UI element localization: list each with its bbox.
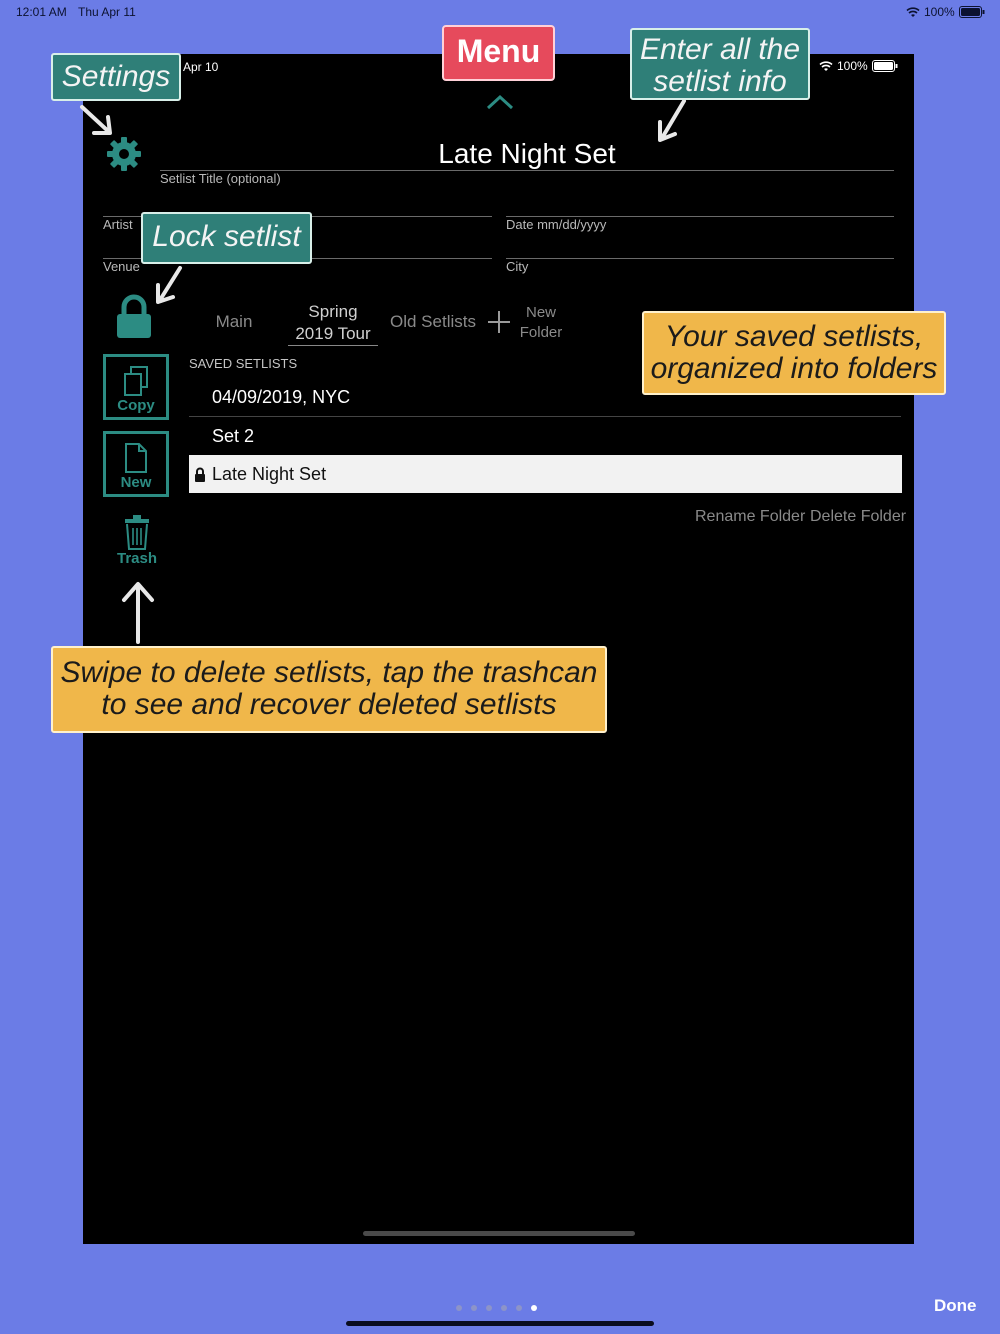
page-dot[interactable] — [471, 1305, 477, 1311]
battery-icon — [872, 60, 898, 72]
device-status-right — [906, 5, 985, 19]
page-dot[interactable] — [516, 1305, 522, 1311]
delete-folder-button[interactable]: Delete Folder — [810, 508, 907, 525]
folders-callout-line1: Your saved setlists, — [664, 320, 924, 353]
new-folder-line1: New — [525, 304, 556, 321]
page-dot[interactable] — [486, 1305, 492, 1311]
home-indicator — [363, 1231, 635, 1236]
copy-button[interactable] — [103, 354, 169, 420]
copy-button-label: Copy — [117, 397, 155, 414]
page-dot-current[interactable] — [531, 1305, 537, 1311]
city-field-label: City — [506, 259, 529, 274]
lock-icon — [194, 467, 206, 482]
new-folder-line2: Folder — [519, 324, 563, 341]
device-time: 12:01 AM — [16, 5, 67, 19]
app-status-right — [819, 59, 898, 73]
settings-callout: Settings — [51, 53, 181, 101]
folders-callout-line2: organized into folders — [650, 351, 938, 385]
folder-tab-old-setlists[interactable]: Old Setlists — [390, 312, 476, 331]
date-field-label: Date mm/dd/yyyy — [506, 217, 607, 232]
wifi-icon — [819, 61, 833, 72]
page-indicator[interactable] — [456, 1305, 537, 1311]
folder-tab-main[interactable]: Main — [215, 312, 253, 331]
new-folder-button[interactable] — [513, 303, 569, 343]
done-button[interactable]: Done — [934, 1296, 977, 1315]
rename-folder-button[interactable]: Rename Folder — [695, 508, 806, 525]
menu-button[interactable]: Menu — [442, 25, 555, 81]
list-item-selected[interactable] — [189, 455, 902, 493]
artist-field-label: Artist — [103, 217, 133, 232]
plus-icon[interactable] — [487, 310, 511, 334]
trash-button-label: Trash — [116, 550, 158, 567]
trash-icon — [124, 514, 150, 550]
folder-tab-spring-line1: Spring — [308, 302, 358, 321]
venue-field-label: Venue — [103, 259, 140, 274]
swipe-callout-line1: Swipe to delete setlists, tap the trashcan — [60, 656, 598, 689]
swipe-callout — [51, 646, 607, 733]
page-dot[interactable] — [501, 1305, 507, 1311]
device-date: Thu Apr 11 — [78, 5, 136, 19]
swipe-callout-line2: to see and recover deleted setlists — [101, 687, 557, 721]
lock-setlist-callout: Lock setlist — [141, 212, 312, 264]
setlist-item-label: 04/09/2019, NYC — [212, 387, 351, 407]
setlist-title-input[interactable]: Late Night Set — [438, 138, 616, 169]
app-battery-percent: 100% — [837, 59, 868, 73]
device-home-indicator — [346, 1321, 654, 1326]
battery-icon — [959, 6, 985, 18]
setlist-item-label: Late Night Set — [212, 464, 327, 484]
copy-icon — [123, 365, 149, 397]
setlist-item-label: Set 2 — [212, 426, 255, 446]
page-dot[interactable] — [456, 1305, 462, 1311]
list-item[interactable] — [189, 417, 901, 455]
folders-callout — [642, 311, 946, 395]
device-battery-percent: 100% — [924, 5, 955, 19]
new-setlist-button[interactable] — [103, 431, 169, 497]
lock-icon[interactable] — [115, 294, 153, 338]
city-input[interactable] — [506, 236, 894, 258]
setlist-title-label: Setlist Title (optional) — [160, 171, 281, 186]
saved-setlists-header: SAVED SETLISTS — [189, 356, 298, 371]
enter-info-line2: setlist info — [653, 64, 787, 98]
wifi-icon — [906, 7, 920, 18]
menu-chevron-up-icon[interactable] — [486, 94, 514, 110]
enter-info-callout — [630, 28, 810, 100]
new-button-label: New — [120, 474, 152, 491]
trash-button[interactable] — [103, 514, 171, 567]
city-underline — [506, 258, 894, 259]
date-input[interactable] — [506, 194, 894, 216]
folder-tab-spring-2019-tour[interactable] — [288, 301, 378, 346]
gear-icon[interactable] — [106, 136, 142, 172]
app-status-date: Apr 10 — [183, 60, 219, 74]
new-document-icon — [124, 442, 148, 474]
enter-info-line1: Enter all the — [639, 33, 801, 66]
folder-tab-spring-line2: 2019 Tour — [295, 324, 371, 343]
